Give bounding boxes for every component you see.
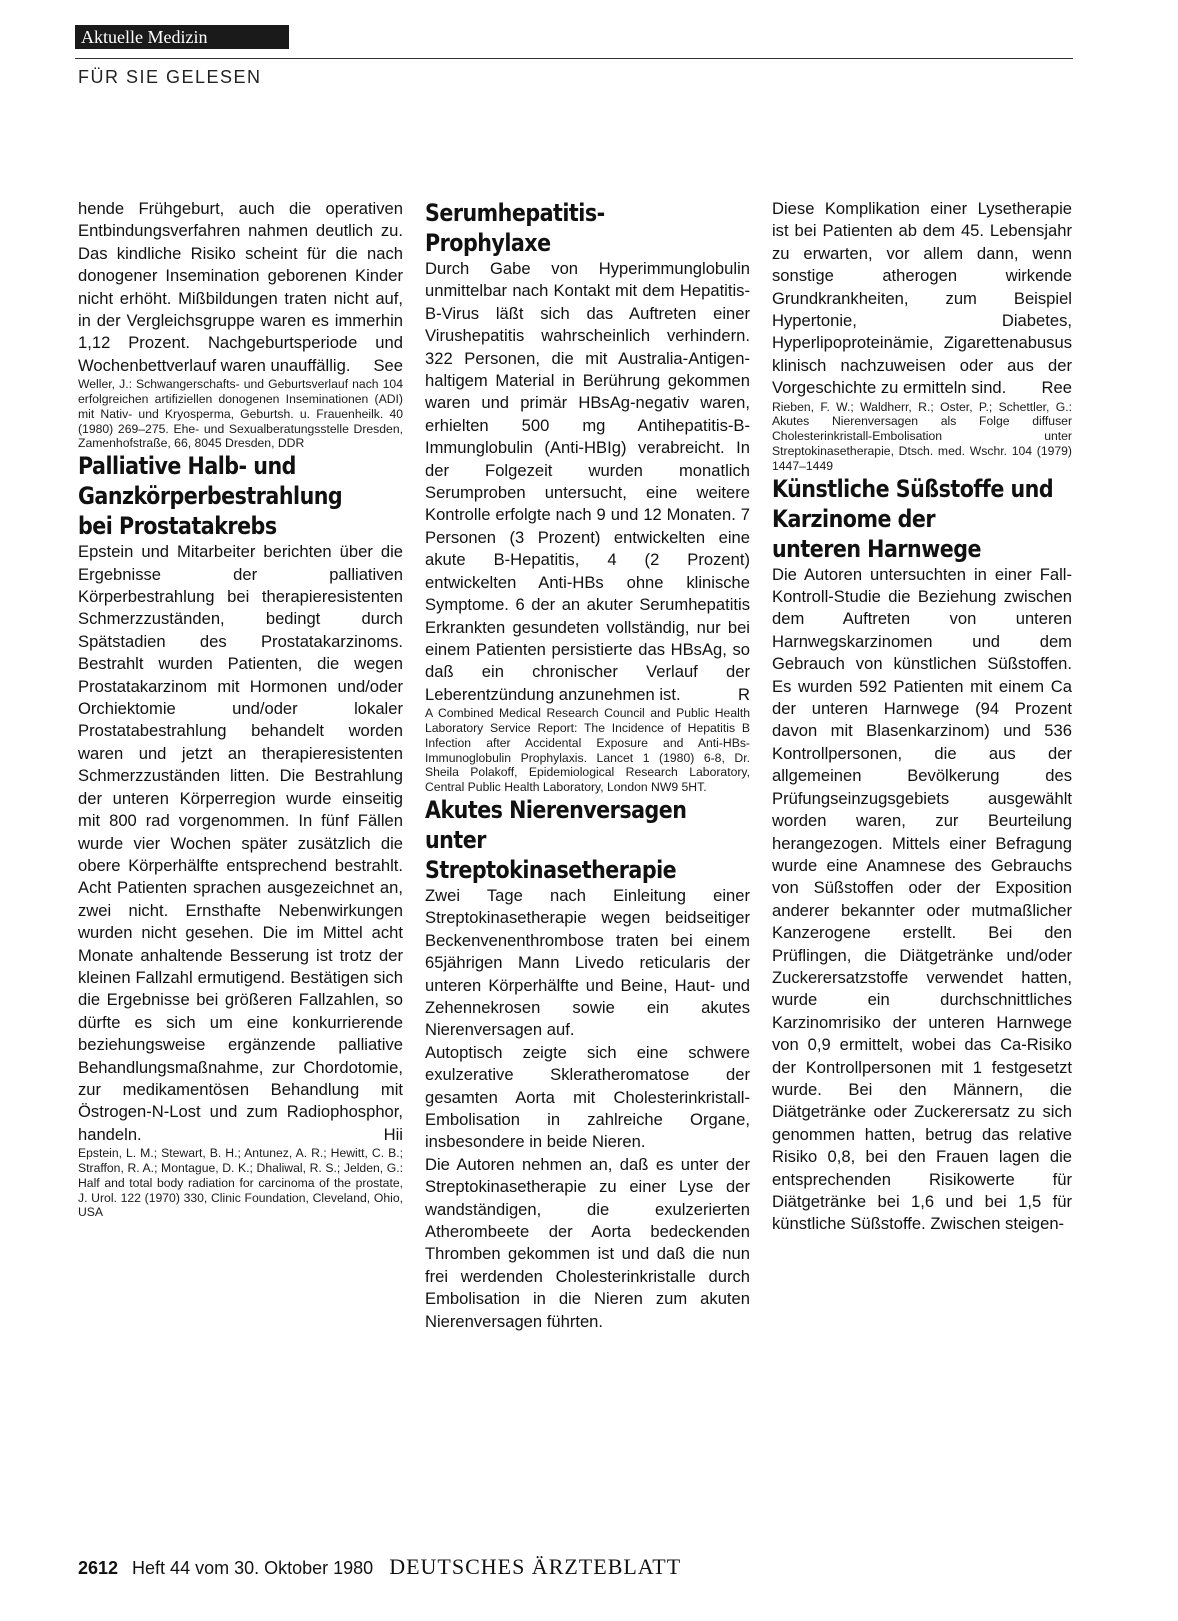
column-left: [78, 198, 403, 1220]
section-label: FÜR SIE GELESEN: [78, 67, 262, 87]
kidney-signature: Ree: [1041, 378, 1072, 398]
section-kicker: Aktuelle Medizin: [75, 25, 289, 49]
kidney-paragraph: Zwei Tage nach Einleitung einer Streptokinasetherapie wegen beidseitiger Beckenvenenthrombose traten bei einem 65jährigen Mann Livedo reticularis der unteren Körperhälfte und Beine, Haut- und Zehennekrosen sowie ein akutes Nierenversagen auf.: [425, 885, 750, 1040]
prostate-article-title: Palliative Halb- und Ganzkörperbestrahlung bei Prostatakrebs: [78, 452, 343, 541]
sweeteners-body: Die Autoren untersuchten in einer Fall-Kontroll-Studie die Beziehung zwischen dem Auftreten von unteren Harnwegskarzinomen und dem Gebrauch von künstlichen Süßstoffen. Es wurden 592 Patienten mit einem Ca der unteren Harnwege (94 Prozent davon mit Blasenkarzinom) und 536 Kontrollpersonen, die aus der allgemeinen Bevölkerung des Prüfungseinzugsgebiets ausgewählt worden waren, zur Beurteilung herangezogen. Mittels einer Befragung wurde eine Anamnese des Gebrauchs von Süßstoffen oder der Exposition anderer bekannter oder mutmaßlicher Kanzerogene erstellt. Bei den Prüflingen, die Diätgetränke und/oder Zuckerersatzstoffe verwendet hatten, wurde ein durchschnittliches Karzinomrisiko der unteren Harnwege von 0,9 ermittelt, wobei das Ca-Risiko der Kontrollpersonen mit 1 festgesetzt wurde. Bei den Männern, die Diätgetränke oder Zuckerersatz zu sich genommen hatten, betrug das relative Risiko 0,8, bei den Frauen lagen die entsprechenden Risikowerte für Diätgetränke bei 1,6 und bei 1,5 für künstliche Süßstoffe. Zwischen steigen-: [772, 564, 1072, 1234]
prostate-reference: Epstein, L. M.; Stewart, B. H.; Antunez, A. R.; Hewitt, C. B.; Straffon, R. A.; Montague, D. K.; Dhaliwal, R. S.; Jelden, G.: Half and total body radiation for carcinoma of the prostate, J. Urol. 122 (1970) 330, Clinic Foundation, Cleveland, Ohio, USA: [78, 1146, 403, 1220]
kidney-article-title: Akutes Nierenversagen unter Streptokinasetherapie: [425, 795, 687, 884]
column-middle: [425, 198, 750, 1333]
prostate-signature: Hii: [383, 1124, 403, 1144]
page-footer: [78, 1554, 681, 1580]
insemination-signature: See: [373, 355, 403, 375]
hepatitis-signature: R: [738, 684, 750, 704]
header-rule: [75, 58, 1073, 59]
issue-info: Heft 44 vom 30. Oktober 1980: [132, 1558, 374, 1578]
kidney-paragraph: Die Autoren nehmen an, daß es unter der Streptokinasetherapie zu einer Lyse der wandständigen, die exulzerierten Atherombeete der Aorta bedeckenden Thromben gekommen ist und daß die nun frei werdenden Cholesterinkristalle durch Embolisation in die Nieren zum akuten Nierenversagen führten.: [425, 1154, 750, 1331]
kidney-paragraph: Diese Komplikation einer Lysetherapie ist bei Patienten ab dem 45. Lebensjahr zu erwarten, vor allem dann, wenn sonstige atherogen wirkende Grundkrankheiten, zum Beispiel Hypertonie, Diabetes, Hyperlipoproteinämie, Zigarettenabusus klinisch nachzuweisen oder aus der Vorgeschichte zu ermitteln sind. Ree: [772, 198, 1072, 400]
page-number: 2612: [78, 1558, 119, 1578]
hepatitis-article-title: Serumhepatitis- Prophylaxe: [425, 199, 605, 257]
sweeteners-article-title: Künstliche Süßstoffe und Karzinome der unteren Harnwege: [772, 474, 1054, 563]
insemination-body: hende Frühgeburt, auch die operativen Entbindungsverfahren nahmen deutlich zu. Das kindliche Risiko scheint für die nach donogener Insemination geborenen Kinder nicht erhöht. Mißbildungen traten nicht auf, in der Vergleichsgruppe waren es immerhin 1,12 Prozent. Nachgeburtsperiode und Wochenbettverlauf waren unauffällig. See: [78, 198, 403, 377]
prostate-body: Epstein und Mitarbeiter berichten über die Ergebnisse der palliativen Körperbestrahlung bei therapieresistenten Schmerzzuständen, bedingt durch Spätstadien des Prostatakarzinoms. Bestrahlt wurden Patienten, die wegen Prostatakarzinom mit Hormonen und/oder Orchiektomie und/oder lokaler Prostatabestrahlung behandelt worden waren und jetzt an therapieresistenten Schmerzzuständen litten. Die Bestrahlung der unteren Körperregion wurde einseitig mit 800 rad vorgenommen. In fünf Fällen wurde vier Wochen später zusätzlich die obere Körperhälfte entsprechend bestrahlt. Acht Patienten sprachen ausgezeichnet an, zwei nicht. Ernsthafte Nebenwirkungen wurden nicht gesehen. Die im Mittel acht Monate anhaltende Besserung ist trotz der kleinen Fallzahl ermutigend. Bestätigen sich die Ergebnisse bei größeren Fallzahlen, so dürfte es sich um eine konkurrierende beziehungsweise ergänzende palliative Behandlungsmaßnahme, zur Chordotomie, zur medikamentösen Behandlung mit Östrogen-N-Lost und zum Radiophosphor, handeln. Hii: [78, 541, 403, 1146]
hepatitis-body: Durch Gabe von Hyperimmunglobulin unmittelbar nach Kontakt mit dem Hepatitis-B-Virus läßt sich das Auftreten einer Virushepatitis wahrscheinlich verhindern. 322 Personen, die mit Australia-Antigen-haltigem Material in Berührung gekommen waren und primär HBsAg-negativ waren, erhielten 500 mg Antihepatitis-B-Immunglobulin (Anti-HBIg) verabreicht. In der Folgezeit wurden monatlich Serumproben untersucht, eine weitere Kontrolle erfolgte nach 9 und 12 Monaten. 7 Personen (3 Prozent) entwickelten eine akute B-Hepatitis, 4 (2 Prozent) entwickelten Anti-HBs ohne klinische Symptome. 6 der an akuter Serumhepatitis Erkrankten gesundeten vollständig, nur bei einem Patienten persistierte das HBsAg, so daß ein chronischer Verlauf der Leberentzündung anzunehmen ist. R: [425, 258, 750, 706]
journal-name: DEUTSCHES ÄRZTEBLATT: [389, 1554, 682, 1579]
kidney-paragraph: Autoptisch zeigte sich eine schwere exulzerative Skleratheromatose der gesamten Aorta mit Cholesterinkristall-Embolisation in zahlreiche Organe, insbesondere in beide Nieren.: [425, 1042, 750, 1152]
column-right: [772, 198, 1072, 1236]
kidney-reference: Rieben, F. W.; Waldherr, R.; Oster, P.; Schettler, G.: Akutes Nierenversagen als Folge diffuser Cholesterinkristall-Embolisation unter Streptokinasetherapie, Dtsch. med. Wschr. 104 (1979) 1447–1449: [772, 399, 1072, 473]
hepatitis-reference: A Combined Medical Research Council and Public Health Laboratory Service Report: The Incidence of Hepatitis B Infection after Accidental Exposure and Anti-HBs-Immunoglobulin Prophylaxis. Lancet 1 (1980) 6-8, Dr. Sheila Polakoff, Epidemiological Research Laboratory, Central Public Health Laboratory, London NW9 5HT.: [425, 706, 750, 795]
insemination-reference: Weller, J.: Schwangerschafts- und Geburtsverlauf nach 104 erfolgreichen artifiziellen donogenen Inseminationen (ADI) mit Nativ- und Kryosperma, Geburtsh. u. Frauenheilk. 40 (1980) 269–275. Ehe- und Sexualberatungsstelle Dresden, Zamenhofstraße, 66, 8045 Dresden, DDR: [78, 377, 403, 451]
